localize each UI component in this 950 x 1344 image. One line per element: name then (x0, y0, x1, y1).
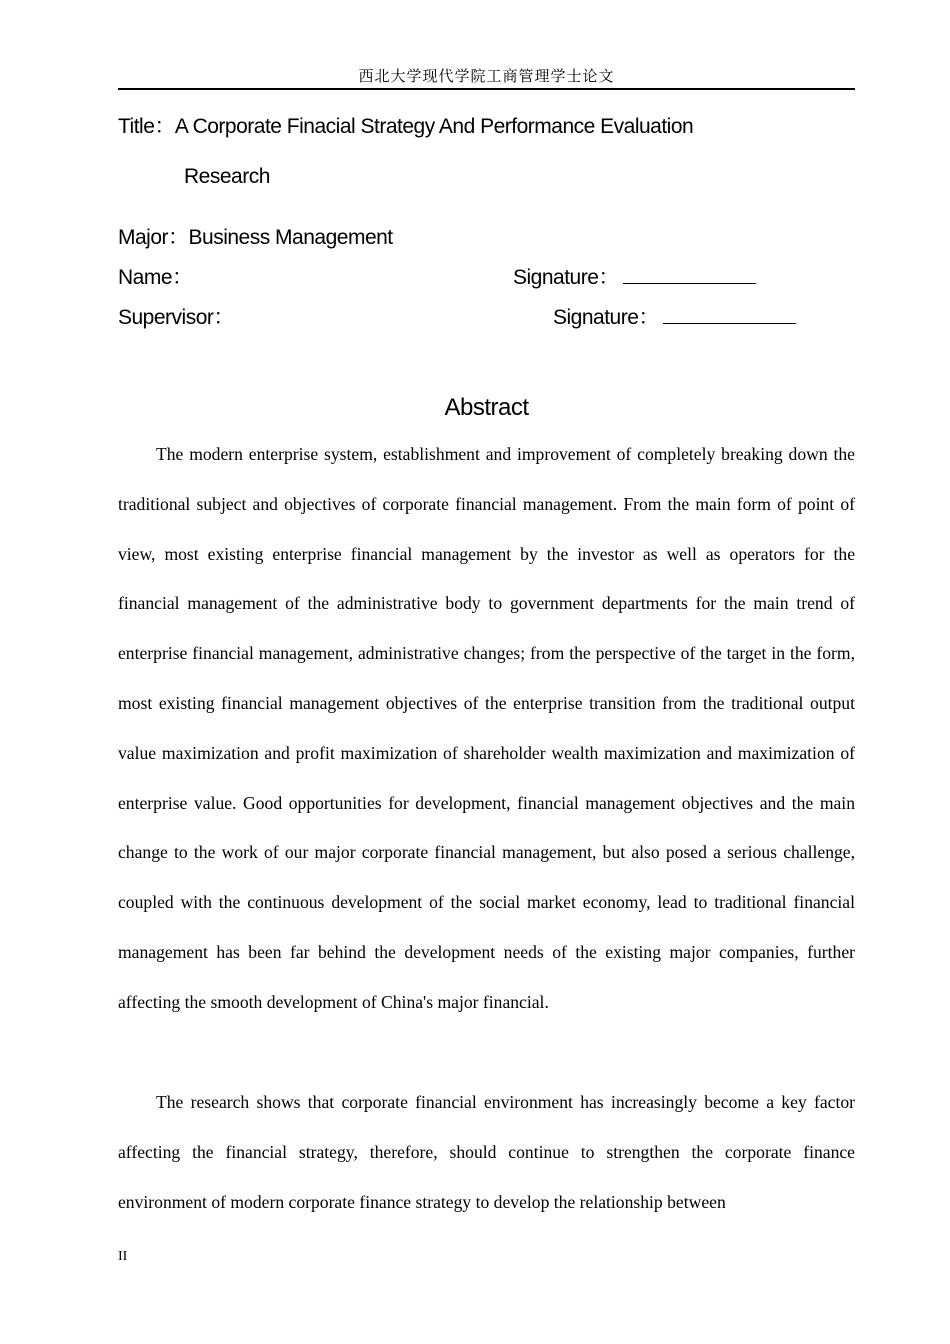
supervisor-signature-label: Signature： (553, 306, 659, 329)
title-line-1 (118, 114, 693, 140)
name-signature (513, 265, 756, 291)
title-line-2: Research (184, 165, 270, 188)
major-line (118, 225, 393, 251)
header-rule (118, 88, 855, 90)
supervisor-label: Supervisor： (118, 306, 234, 329)
page-number: II (118, 1249, 128, 1264)
major-label: Major： (118, 226, 189, 249)
abstract-heading: Abstract (444, 394, 529, 421)
abstract-paragraph-2: The research shows that corporate financial environment has increasingly become a key factor affecting the financial strategy, therefore, should continue to strengthen the corporate finance environment of modern corporate finance strategy to develop the relationship between (118, 1092, 855, 1212)
name-signature-line (623, 265, 756, 284)
title-text: A Corporate Finacial Strategy And Performance Evaluation (174, 115, 694, 138)
major-value: Business Management (188, 226, 393, 249)
supervisor-signature (553, 305, 796, 331)
name-signature-label: Signature： (513, 266, 619, 289)
name-label: Name： (118, 266, 193, 289)
abstract-paragraph-1: The modern enterprise system, establishment and improvement of completely breaking down the traditional subject and objectives of corporate financial management. From the main form of point of view, most existing enterprise financial management by the investor as well as operators for the financial management of the administrative body to government departments for the main trend of enterprise financial management, administrative changes; from the perspective of the target in the form, most existing financial management objectives of the enterprise transition from the traditional output value maximization and profit maximization of shareholder wealth maximization and maximization of enterprise value. Good opportunities for development, financial management objectives and the main change to the work of our major corporate financial management, but also posed a serious challenge, coupled with the continuous development of the social market economy, lead to traditional financial management has been far behind the development needs of the existing major companies, further affecting the smooth development of China's major financial. (118, 444, 855, 1012)
running-header: 西北大学现代学院工商管理学士论文 (358, 67, 615, 85)
title-label: Title： (118, 115, 175, 138)
supervisor-signature-line (663, 305, 796, 324)
